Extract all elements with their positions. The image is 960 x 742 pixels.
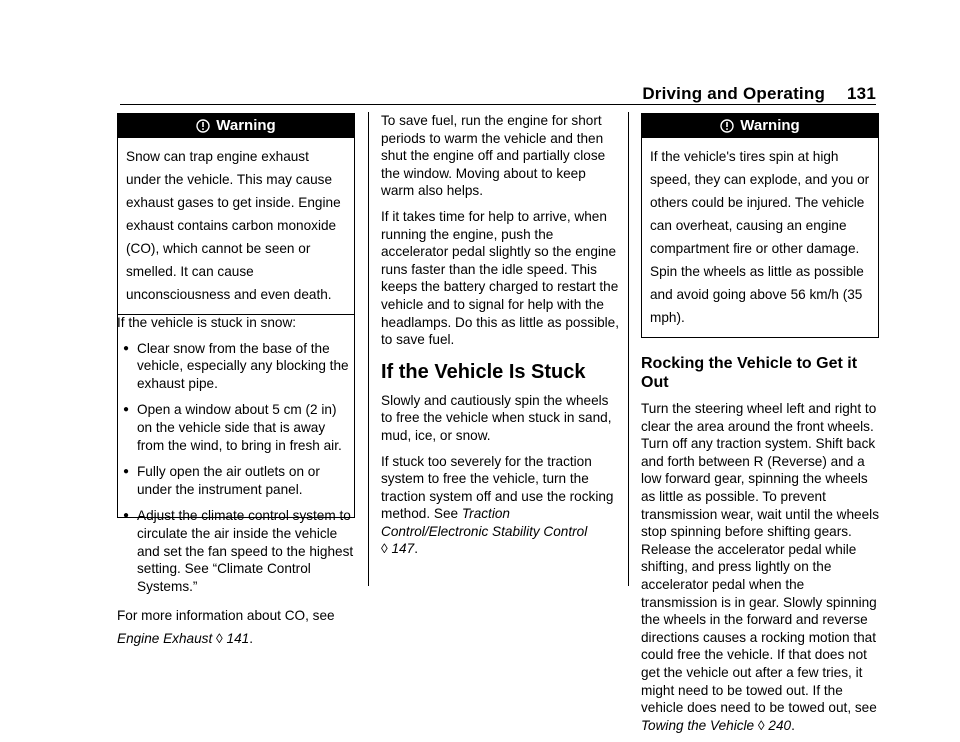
snow-section (117, 314, 355, 650)
column-1 (117, 113, 355, 658)
paragraph: Turn the steering wheel left and right to clear the area around the front wheels. Turn off any traction system. Shift back and forth between R (Reverse) and a low forward gear, spinning the wheels as little as possible. To prevent transmission wear, wait until the wheels stop spinning before shifting gears. Release the accelerator pedal while shifting, and press lightly on the accelerator pedal when the transmission is in gear. Slowly spinning the wheels in the forward and reverse directions causes a rocking motion that could free the vehicle. If that does not get the vehicle out after a few tries, it might need to be towed out. If the vehicle does need to be towed out, see Towing the Vehicle ◊ 240. (641, 401, 879, 733)
page-ref-icon: ◊ (216, 631, 223, 647)
paragraph: If it takes time for help to arrive, when running the engine, push the accelerator pedal slightly so the engine runs faster than the idle speed. This keeps the battery charged to restart the vehicle and to signal for help with the headlamps. Do this as little as possible, to save fuel. (381, 208, 620, 348)
towing-link[interactable]: Towing the Vehicle (641, 717, 755, 733)
warning-body (642, 138, 878, 337)
column-divider (628, 112, 629, 586)
page-ref-icon: ◊ (757, 717, 765, 733)
bullet-icon: ● (123, 342, 130, 354)
column-divider (368, 112, 369, 586)
paragraph: To save fuel, run the engine for short periods to warm the vehicle and then shut the engine off and partially close the window. Moving about to keep warm also helps. (381, 113, 606, 199)
section-heading: If the Vehicle Is Stuck (381, 360, 586, 383)
warning-icon (196, 119, 210, 133)
warning-text: If the vehicle's tires spin at high speed, they can explode, and you or others could be injured. The vehicle can overheat, causing an engine compartment fire or other damage. Spin the wheels as little as possible and avoid going above 56 km/h (35 mph). (650, 149, 870, 325)
bullet-icon: ● (123, 466, 130, 478)
warning-box (117, 113, 355, 315)
engine-exhaust-page[interactable]: 141 (226, 631, 250, 647)
column-3 (641, 113, 879, 742)
engine-exhaust-link[interactable]: Engine Exhaust (117, 631, 213, 647)
co-reference: For more information about CO, see Engine Exhaust ◊ 141. (117, 608, 335, 647)
page-ref-icon: ◊ (381, 541, 388, 557)
section-heading: Rocking the Vehicle to Get it Out (641, 355, 858, 391)
paragraph: If stuck too severely for the traction system to free the vehicle, turn the traction system off and use the rocking method. See Traction Control/Electronic Stability Control ◊ 147. (381, 453, 614, 557)
column-2 (381, 112, 619, 566)
paragraph: Slowly and cautiously spin the wheels to free the vehicle when stuck in sand, mud, ice, or snow. (381, 392, 612, 443)
header-rule (120, 104, 876, 105)
page-number: 131 (847, 84, 876, 103)
towing-page[interactable]: 240 (768, 717, 792, 733)
warning-title: Warning (216, 117, 276, 134)
traction-control-page[interactable]: 147 (391, 541, 415, 557)
warning-body (118, 138, 354, 314)
section-title: Driving and Operating (642, 84, 826, 103)
warning-box (641, 113, 879, 338)
warning-title: Warning (740, 117, 800, 134)
list-item: ● Clear snow from the base of the vehicle, especially any blocking the exhaust pipe. (117, 340, 355, 393)
warning-icon (720, 119, 734, 133)
list-item: ● Open a window about 5 cm (2 in) on the vehicle side that is away from the wind, to bring in fresh air. (117, 401, 355, 454)
page-header (642, 84, 876, 104)
warning-header (642, 114, 878, 138)
warning-header (118, 114, 354, 138)
snow-intro: If the vehicle is stuck in snow: (117, 315, 297, 330)
bullet-icon: ● (123, 510, 130, 522)
list-item: ● Fully open the air outlets on or under the instrument panel. (117, 463, 355, 498)
list-item: ● Adjust the climate control system to circulate the air inside the vehicle and set the fan speed to the highest setting. See “Climate Control Systems.” (117, 507, 355, 595)
bullet-icon: ● (123, 404, 130, 416)
traction-control-link[interactable]: Traction Control/Electronic Stability Control (381, 506, 588, 539)
warning-text: Snow can trap engine exhaust under the vehicle. This may cause exhaust gases to get inside. Engine exhaust contains carbon monoxide (CO), which cannot be seen or smelled. It can cause unconsciousness and even death. (126, 149, 341, 302)
